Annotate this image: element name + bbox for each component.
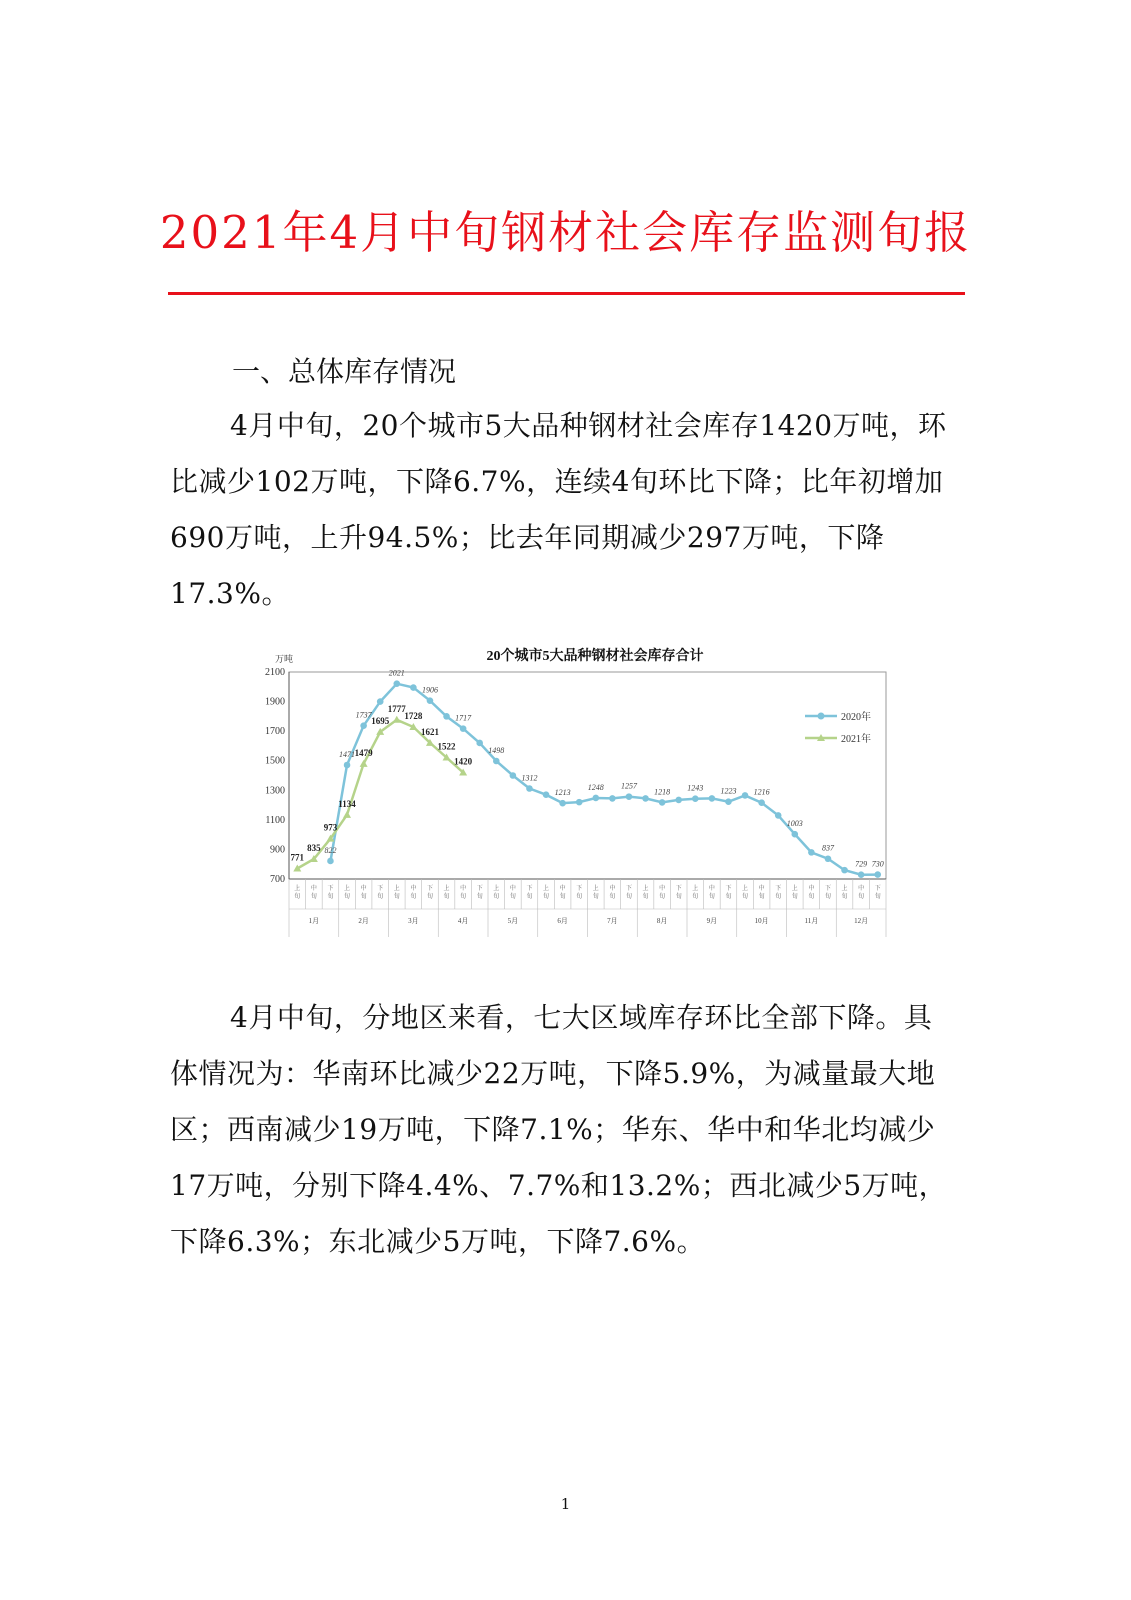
x-month-label: 4月 — [457, 917, 469, 925]
x-category-label: 上旬 — [344, 886, 351, 900]
data-label: 771 — [290, 852, 305, 863]
data-label: 1218 — [654, 787, 671, 797]
x-category-label: 中旬 — [410, 886, 417, 900]
data-point — [841, 867, 848, 874]
x-category-labels — [289, 879, 886, 937]
data-point — [808, 849, 815, 856]
x-month-label: 12月 — [854, 917, 869, 925]
data-point — [410, 684, 417, 691]
x-category-label: 中旬 — [858, 886, 865, 900]
data-label: 1498 — [488, 746, 505, 756]
series-2020 — [324, 669, 883, 878]
data-point — [758, 799, 765, 806]
x-month-label: 11月 — [804, 917, 819, 925]
y-axis-unit-label: 万吨 — [275, 654, 294, 664]
data-point — [659, 799, 666, 806]
data-label: 1717 — [455, 713, 472, 723]
page-number: 1 — [560, 1495, 571, 1513]
title-divider — [168, 292, 965, 295]
data-point — [526, 785, 533, 792]
x-category-label: 上旬 — [443, 886, 450, 900]
x-category-label: 中旬 — [310, 886, 317, 900]
data-label: 1223 — [720, 786, 737, 796]
data-label: 1248 — [587, 782, 604, 792]
data-label: 730 — [871, 859, 884, 869]
data-label: 1003 — [786, 819, 803, 829]
data-point — [858, 871, 865, 878]
data-label: 1737 — [355, 710, 372, 720]
x-category-label: 上旬 — [543, 886, 550, 900]
data-point — [393, 716, 401, 723]
x-month-label: 2月 — [358, 917, 369, 925]
data-point — [360, 722, 367, 729]
y-tick-label: 2100 — [265, 667, 285, 678]
data-label: 1522 — [437, 741, 456, 752]
y-tick-label: 1900 — [265, 696, 285, 708]
x-category-label: 中旬 — [509, 886, 516, 900]
data-label: 1134 — [338, 798, 356, 809]
data-point — [626, 793, 633, 800]
inventory-chart — [265, 644, 905, 944]
x-category-label: 上旬 — [294, 886, 301, 900]
x-category-label: 中旬 — [758, 886, 765, 900]
data-label: 1906 — [421, 685, 438, 695]
data-label: 1312 — [521, 773, 538, 783]
y-tick-labels — [265, 667, 285, 885]
data-label: 835 — [307, 843, 321, 854]
data-point — [742, 792, 749, 799]
data-point — [510, 772, 517, 779]
paragraph-regional-inventory: 4月中旬，分地区来看，七大区域库存环比全部下降。具体情况为：华南环比减少22万吨，下降5.9%，为减量最大地区；西南减少19万吨，下降7.1%；华东、华中和华北均减少17万吨，分别下降4.4%、7.7%和13.2%；西北减少5万吨，下降6.3%；东北减少5万吨，下降7.6%。 — [170, 1001, 948, 1258]
paragraph-overall-inventory: 4月中旬，20个城市5大品种钢材社会库存1420万吨，环比减少102万吨，下降6.7%，连续4旬环比下降；比年初增加690万吨，上升94.5%；比去年同期减少297万吨，下降17.3%。 — [170, 409, 947, 610]
x-month-label: 8月 — [656, 917, 668, 925]
x-month-label: 3月 — [408, 917, 419, 925]
data-label: 2021 — [388, 668, 405, 678]
data-point — [692, 795, 699, 802]
data-point — [791, 831, 798, 838]
data-point — [493, 758, 500, 765]
x-month-label: 5月 — [507, 917, 519, 925]
data-label: 1728 — [404, 711, 423, 722]
x-month-label: 1月 — [308, 917, 320, 925]
data-label: 1243 — [687, 783, 704, 793]
y-tick-label: 700 — [270, 874, 285, 885]
x-category-label: 上旬 — [493, 886, 500, 900]
x-category-label: 中旬 — [609, 886, 616, 900]
y-tick-label: 1300 — [265, 785, 285, 797]
x-category-label: 上旬 — [592, 886, 599, 900]
x-category-label: 中旬 — [460, 886, 467, 900]
data-label: 1621 — [420, 726, 439, 737]
x-category-label: 上旬 — [692, 886, 699, 900]
data-point — [725, 798, 732, 805]
data-point — [825, 855, 832, 862]
data-label: 973 — [323, 822, 338, 833]
x-category-label: 下旬 — [377, 886, 384, 900]
x-category-label: 中旬 — [659, 886, 666, 900]
data-label: 1471 — [339, 750, 356, 760]
x-category-label: 下旬 — [625, 886, 632, 900]
x-category-label: 下旬 — [824, 886, 831, 900]
data-point — [559, 800, 566, 807]
data-label: 1695 — [371, 715, 390, 726]
legend-label-2021: 2021年 — [841, 734, 871, 745]
x-month-label: 7月 — [607, 917, 618, 925]
series-2021 — [291, 704, 473, 872]
y-tick-label: 900 — [270, 844, 285, 856]
data-label: 1213 — [554, 788, 571, 798]
data-point — [343, 811, 351, 818]
data-point — [377, 698, 384, 705]
x-category-label: 中旬 — [708, 886, 715, 900]
chart-legend — [805, 710, 871, 745]
x-category-label: 下旬 — [775, 886, 782, 900]
y-tick-label: 1700 — [265, 726, 285, 738]
data-point — [443, 713, 450, 720]
data-point — [775, 812, 782, 819]
data-label: 1420 — [454, 756, 473, 767]
section-heading: 一、总体库存情况 — [232, 355, 457, 388]
data-label: 1216 — [753, 787, 770, 797]
x-category-label: 下旬 — [675, 886, 682, 900]
x-month-label: 6月 — [557, 917, 568, 925]
data-point — [675, 797, 682, 804]
data-point — [642, 795, 649, 802]
y-tick-label: 1500 — [265, 755, 285, 767]
legend-label-2020: 2020年 — [841, 712, 871, 723]
data-label: 729 — [855, 859, 868, 869]
data-label: 1479 — [354, 747, 373, 758]
x-category-label: 中旬 — [808, 886, 815, 900]
document-title: 2021年4月中旬钢材社会库存监测旬报 — [159, 206, 972, 259]
x-month-label: 10月 — [754, 917, 769, 925]
x-category-label: 下旬 — [476, 886, 483, 900]
data-point — [327, 858, 334, 865]
x-category-label: 上旬 — [791, 886, 798, 900]
data-point — [427, 697, 434, 704]
inventory-chart-svg — [265, 644, 905, 944]
x-category-label: 中旬 — [360, 886, 367, 900]
x-category-label: 下旬 — [576, 886, 583, 900]
x-category-label: 上旬 — [642, 886, 649, 900]
y-tick-label: 1100 — [265, 814, 285, 826]
x-category-label: 上旬 — [393, 886, 400, 900]
data-point — [576, 799, 583, 806]
x-month-label: 9月 — [706, 917, 718, 925]
data-label: 822 — [324, 845, 337, 855]
x-category-label: 下旬 — [327, 886, 334, 900]
data-point — [709, 795, 716, 802]
data-point — [874, 871, 881, 878]
data-point — [344, 762, 351, 769]
data-point — [460, 725, 467, 732]
x-category-label: 下旬 — [874, 886, 881, 900]
data-label: 837 — [821, 843, 834, 853]
chart-title: 20个城市5大品种钢材社会库存合计 — [486, 649, 704, 664]
legend-marker-2020 — [818, 713, 825, 720]
x-category-label: 上旬 — [742, 886, 749, 900]
x-category-label: 中旬 — [559, 886, 566, 900]
x-category-label: 下旬 — [526, 886, 533, 900]
data-point — [609, 795, 616, 802]
data-point — [393, 680, 400, 687]
data-label: 1257 — [620, 781, 637, 791]
data-point — [543, 791, 550, 798]
x-category-label: 下旬 — [426, 886, 433, 900]
x-category-label: 下旬 — [725, 886, 732, 900]
data-point — [592, 795, 599, 802]
x-category-label: 上旬 — [841, 886, 848, 900]
data-point — [476, 740, 483, 747]
data-label: 1777 — [387, 703, 406, 714]
